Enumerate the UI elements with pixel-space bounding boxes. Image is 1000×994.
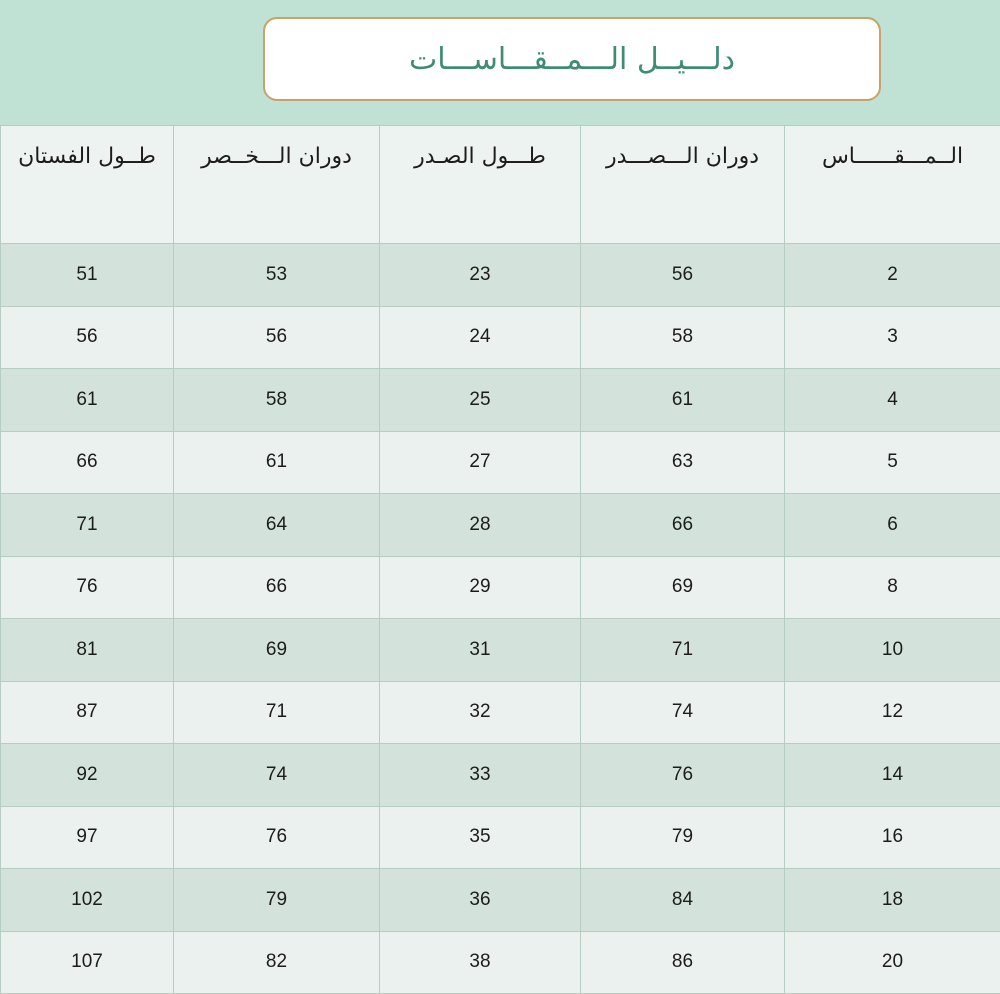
cell-chest-circumference: 79 — [581, 806, 785, 869]
cell-waist-circumference: 58 — [174, 369, 380, 432]
cell-chest-circumference: 56 — [581, 244, 785, 307]
cell-waist-circumference: 64 — [174, 494, 380, 557]
cell-chest-circumference: 63 — [581, 431, 785, 494]
cell-dress-length: 76 — [1, 556, 174, 619]
cell-chest-circumference: 86 — [581, 931, 785, 994]
cell-waist-circumference: 56 — [174, 306, 380, 369]
page-title: دلـــيــل الـــمــقـــاســـات — [409, 42, 735, 77]
header-dress-length: طــول الفستان — [1, 126, 174, 244]
cell-chest-length: 29 — [380, 556, 581, 619]
cell-chest-circumference: 58 — [581, 306, 785, 369]
cell-waist-circumference: 76 — [174, 806, 380, 869]
cell-size: 5 — [785, 431, 1000, 494]
header-chest-circumference: دوران الـــصـــدر — [581, 126, 785, 244]
header-size: الــمـــقــــــاس — [785, 126, 1000, 244]
cell-size: 2 — [785, 244, 1000, 307]
table-row — [1, 494, 1000, 557]
cell-chest-length: 24 — [380, 306, 581, 369]
cell-waist-circumference: 69 — [174, 619, 380, 682]
cell-chest-length: 28 — [380, 494, 581, 557]
cell-waist-circumference: 82 — [174, 931, 380, 994]
cell-chest-length: 27 — [380, 431, 581, 494]
table-row — [1, 744, 1000, 807]
cell-size: 16 — [785, 806, 1000, 869]
table-row — [1, 681, 1000, 744]
title-box — [263, 17, 881, 101]
cell-chest-circumference: 69 — [581, 556, 785, 619]
cell-size: 10 — [785, 619, 1000, 682]
cell-chest-length: 38 — [380, 931, 581, 994]
table-row — [1, 619, 1000, 682]
cell-chest-length: 31 — [380, 619, 581, 682]
cell-chest-length: 23 — [380, 244, 581, 307]
cell-waist-circumference: 79 — [174, 869, 380, 932]
cell-waist-circumference: 53 — [174, 244, 380, 307]
cell-size: 18 — [785, 869, 1000, 932]
cell-dress-length: 61 — [1, 369, 174, 432]
cell-chest-circumference: 66 — [581, 494, 785, 557]
cell-chest-circumference: 71 — [581, 619, 785, 682]
cell-chest-length: 25 — [380, 369, 581, 432]
cell-dress-length: 97 — [1, 806, 174, 869]
cell-size: 3 — [785, 306, 1000, 369]
table-row — [1, 306, 1000, 369]
cell-dress-length: 87 — [1, 681, 174, 744]
cell-chest-length: 35 — [380, 806, 581, 869]
cell-size: 14 — [785, 744, 1000, 807]
table-header-row — [1, 126, 1000, 244]
cell-chest-circumference: 84 — [581, 869, 785, 932]
cell-size: 6 — [785, 494, 1000, 557]
cell-chest-circumference: 61 — [581, 369, 785, 432]
cell-dress-length: 66 — [1, 431, 174, 494]
cell-waist-circumference: 66 — [174, 556, 380, 619]
cell-dress-length: 56 — [1, 306, 174, 369]
size-guide-table — [0, 125, 1000, 994]
header-chest-length: طـــول الصـدر — [380, 126, 581, 244]
table-row — [1, 806, 1000, 869]
cell-chest-length: 33 — [380, 744, 581, 807]
cell-dress-length: 51 — [1, 244, 174, 307]
header-waist-circumference: دوران الـــخــصر — [174, 126, 380, 244]
cell-dress-length: 71 — [1, 494, 174, 557]
cell-dress-length: 81 — [1, 619, 174, 682]
cell-size: 8 — [785, 556, 1000, 619]
table-row — [1, 244, 1000, 307]
cell-waist-circumference: 61 — [174, 431, 380, 494]
table-row — [1, 931, 1000, 994]
header-band — [0, 0, 1000, 125]
cell-waist-circumference: 74 — [174, 744, 380, 807]
cell-size: 4 — [785, 369, 1000, 432]
table-row — [1, 369, 1000, 432]
cell-size: 20 — [785, 931, 1000, 994]
cell-dress-length: 92 — [1, 744, 174, 807]
cell-dress-length: 102 — [1, 869, 174, 932]
table-row — [1, 431, 1000, 494]
cell-chest-circumference: 74 — [581, 681, 785, 744]
table-row — [1, 869, 1000, 932]
cell-chest-length: 32 — [380, 681, 581, 744]
cell-size: 12 — [785, 681, 1000, 744]
table-row — [1, 556, 1000, 619]
cell-waist-circumference: 71 — [174, 681, 380, 744]
cell-chest-length: 36 — [380, 869, 581, 932]
cell-dress-length: 107 — [1, 931, 174, 994]
cell-chest-circumference: 76 — [581, 744, 785, 807]
